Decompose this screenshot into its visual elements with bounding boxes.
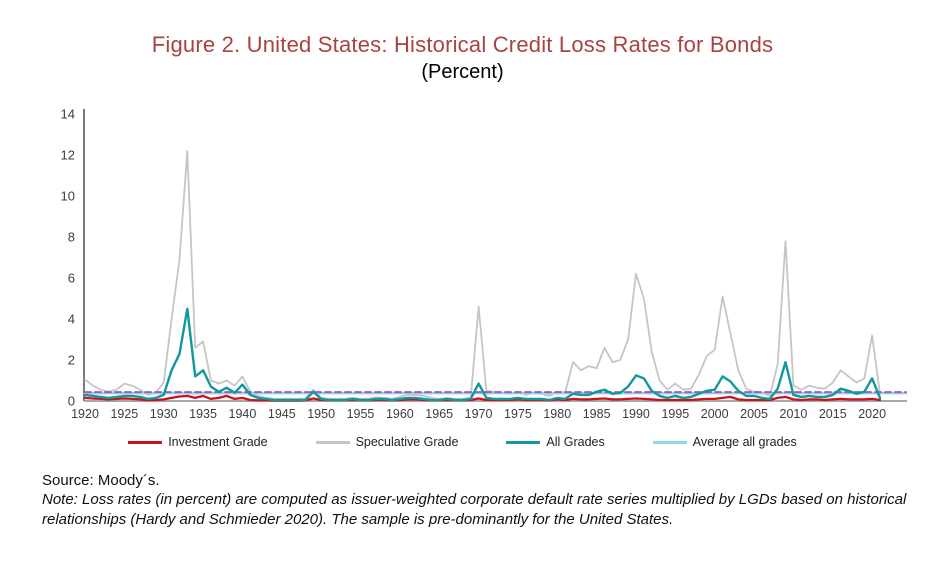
legend-label: Investment Grade	[168, 435, 268, 449]
note-text: Note: Loss rates (in percent) are computed as issuer-weighted corporate default rate series multiplied by LGDs based on historical relationships (Hardy and Schmieder 2020). The sample is pre-dominantly for the United States.	[42, 491, 907, 528]
svg-text:1960: 1960	[385, 407, 414, 421]
svg-text:1995: 1995	[661, 407, 690, 421]
svg-text:1980: 1980	[543, 407, 572, 421]
legend-item-average-all-grades	[653, 435, 797, 449]
legend-label: All Grades	[546, 435, 605, 449]
all-grades-line-swatch	[506, 441, 540, 444]
svg-text:1925: 1925	[110, 407, 139, 421]
legend-label: Average all grades	[692, 435, 797, 449]
figure-title: Figure 2. United States: Historical Credit Loss Rates for Bonds	[151, 32, 774, 57]
investment-grade-line-swatch	[128, 441, 162, 444]
speculative-grade-line-swatch	[316, 441, 350, 444]
svg-text:1945: 1945	[267, 407, 296, 421]
svg-text:1930: 1930	[149, 407, 178, 421]
source-text: Source: Moody´s.	[42, 472, 160, 489]
svg-text:2000: 2000	[700, 407, 729, 421]
legend-item-all-grades	[506, 435, 604, 449]
svg-text:6: 6	[67, 270, 75, 286]
chart-area	[0, 96, 925, 428]
svg-text:8: 8	[67, 229, 75, 245]
svg-text:12: 12	[60, 147, 75, 163]
svg-text:1970: 1970	[464, 407, 493, 421]
svg-text:1990: 1990	[622, 407, 650, 421]
svg-text:2020: 2020	[858, 407, 887, 421]
legend-item-speculative-grade	[316, 435, 459, 449]
svg-text:1975: 1975	[504, 407, 532, 421]
svg-text:2: 2	[67, 352, 75, 368]
svg-text:1940: 1940	[228, 407, 257, 421]
average-all-grades-line-swatch	[653, 441, 687, 444]
svg-text:14: 14	[60, 106, 75, 122]
svg-text:1955: 1955	[346, 407, 375, 421]
svg-text:4: 4	[67, 311, 75, 327]
figure-page	[0, 32, 925, 578]
svg-text:1920: 1920	[71, 407, 99, 421]
svg-text:2015: 2015	[818, 407, 847, 421]
figure-subtitle: (Percent)	[421, 61, 504, 83]
credit-loss-line-chart	[0, 96, 925, 428]
svg-text:1965: 1965	[425, 407, 454, 421]
chart-legend	[0, 430, 925, 454]
svg-text:0: 0	[67, 393, 75, 409]
figure-footer	[42, 472, 918, 529]
legend-label: Speculative Grade	[355, 435, 459, 449]
svg-text:1985: 1985	[582, 407, 611, 421]
svg-text:10: 10	[60, 188, 75, 204]
svg-text:2010: 2010	[779, 407, 808, 421]
svg-text:1935: 1935	[189, 407, 217, 421]
legend-item-investment-grade	[128, 435, 267, 449]
svg-text:1950: 1950	[307, 407, 336, 421]
svg-text:2005: 2005	[740, 407, 768, 421]
